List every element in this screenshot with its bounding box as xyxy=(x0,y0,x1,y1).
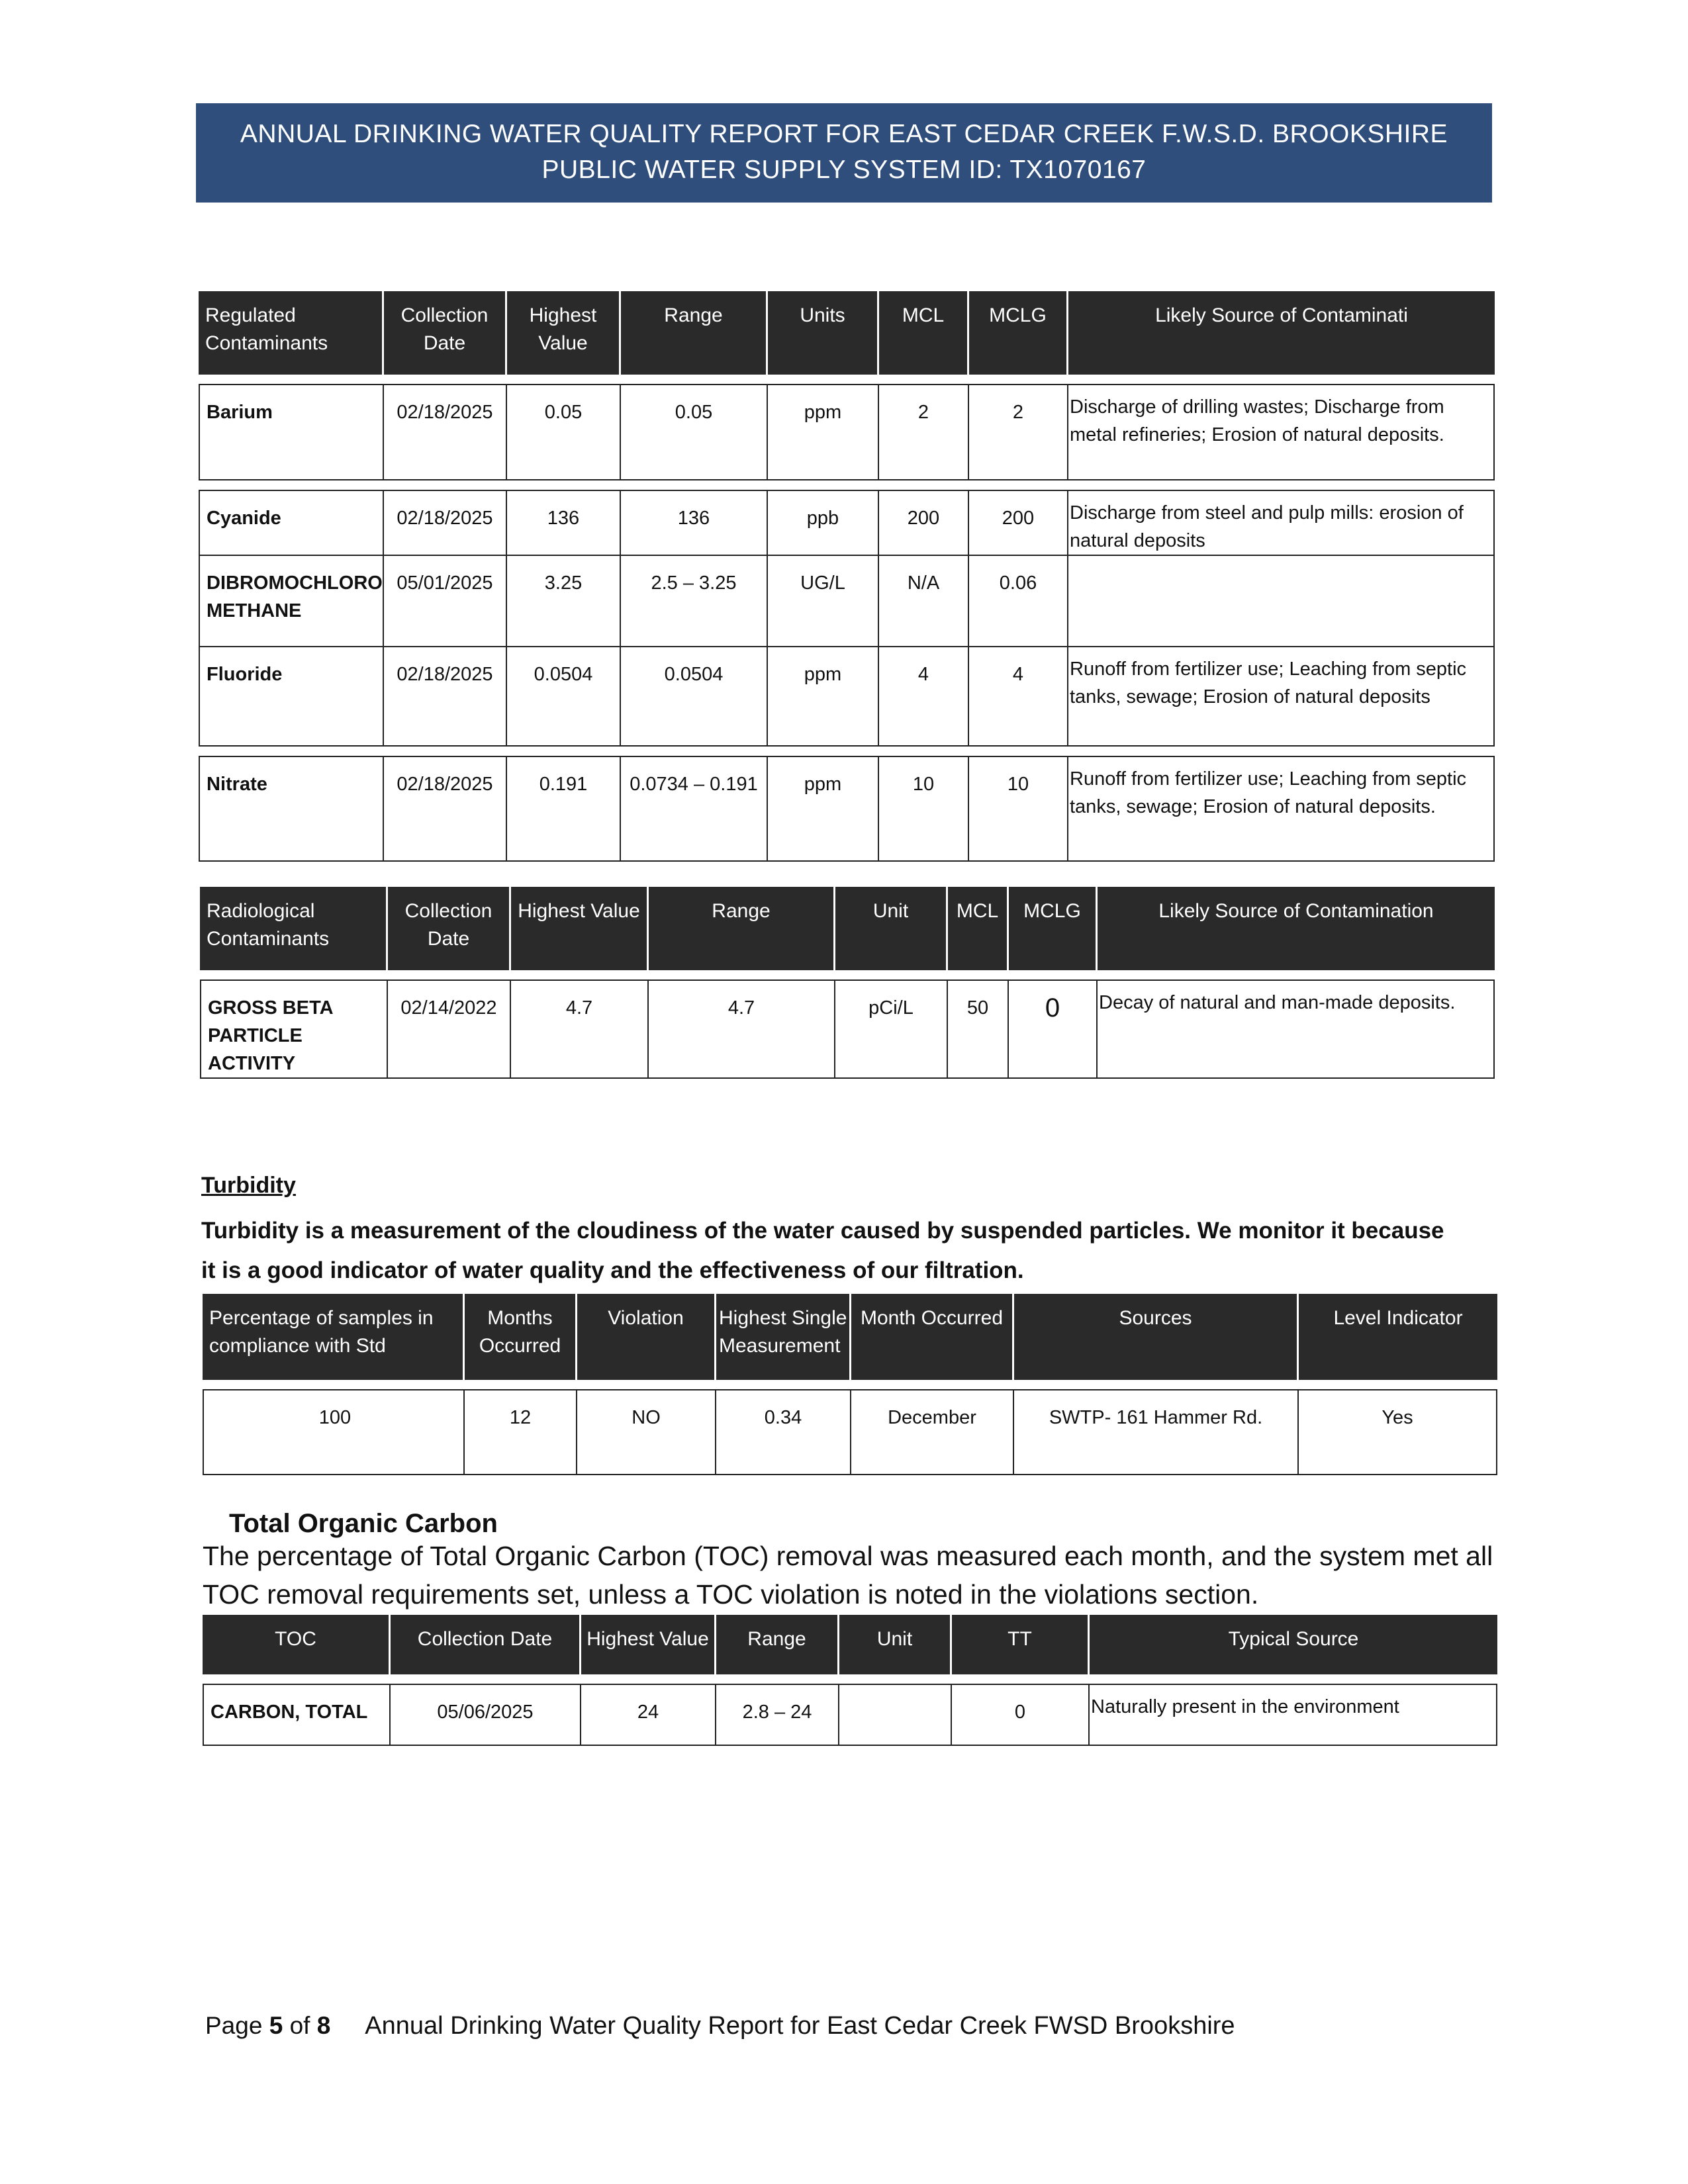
collection-date: 02/18/2025 xyxy=(384,490,507,556)
page-word: Page xyxy=(205,2012,263,2039)
likely-source: Runoff from fertilizer use; Leaching from septic tanks, sewage; Erosion of natural deposits xyxy=(1068,647,1495,747)
toc-description: The percentage of Total Organic Carbon (TOC) removal was measured each month, and the system met all TOC removal requirements set, unless a TOC violation is noted in the violations section. xyxy=(203,1541,1493,1610)
col-header-mclg: MCLG xyxy=(1009,887,1098,970)
col-header-months: Months Occurred xyxy=(465,1294,577,1380)
col-header-collection-date: Collection Date xyxy=(391,1615,581,1674)
tt: 0 xyxy=(952,1684,1090,1746)
col-header-tt: TT xyxy=(952,1615,1090,1674)
col-header-toc: TOC xyxy=(203,1615,391,1674)
contaminant-name: Fluoride xyxy=(199,647,384,747)
col-header-violation: Violation xyxy=(577,1294,716,1380)
table-row xyxy=(199,556,1495,647)
mcl: 2 xyxy=(879,384,969,480)
highest-single-measurement: 0.34 xyxy=(716,1389,851,1475)
col-header-mclg: MCLG xyxy=(969,291,1068,375)
violation: NO xyxy=(577,1389,716,1475)
col-header-highest-single: Highest Single Measurement xyxy=(716,1294,851,1380)
range: 0.0504 xyxy=(621,647,768,747)
col-header-contaminant: Radiological Contaminants xyxy=(200,887,388,970)
col-header-likely-source: Likely Source of Contaminati xyxy=(1068,291,1495,375)
collection-date: 05/01/2025 xyxy=(384,556,507,647)
col-header-units: Units xyxy=(768,291,879,375)
mclg: 2 xyxy=(969,384,1068,480)
mcl: 200 xyxy=(879,490,969,556)
collection-date: 02/18/2025 xyxy=(384,756,507,862)
range: 4.7 xyxy=(649,979,835,1079)
table-row xyxy=(199,490,1495,556)
percentage: 100 xyxy=(203,1389,465,1475)
units: ppm xyxy=(768,756,879,862)
footer-title: Annual Drinking Water Quality Report for East Cedar Creek FWSD Brookshire xyxy=(365,2012,1235,2040)
units: ppm xyxy=(768,647,879,747)
col-header-percentage: Percentage of samples in compliance with Std xyxy=(203,1294,465,1380)
range: 2.8 – 24 xyxy=(716,1684,839,1746)
likely-source: Discharge from steel and pulp mills: erosion of natural deposits xyxy=(1068,490,1495,556)
highest-value: 24 xyxy=(581,1684,716,1746)
units: UG/L xyxy=(768,556,879,647)
col-header-highest-value: Highest Value xyxy=(507,291,621,375)
turbidity-table xyxy=(203,1294,1497,1475)
month-occurred: December xyxy=(851,1389,1014,1475)
mcl: N/A xyxy=(879,556,969,647)
col-header-unit: Unit xyxy=(835,887,948,970)
col-header-likely-source: Likely Source of Contamination xyxy=(1098,887,1495,970)
highest-value: 0.0504 xyxy=(507,647,621,747)
highest-value: 4.7 xyxy=(511,979,649,1079)
units: ppb xyxy=(768,490,879,556)
highest-value: 0.191 xyxy=(507,756,621,862)
col-header-unit: Unit xyxy=(839,1615,952,1674)
col-header-range: Range xyxy=(649,887,835,970)
range: 136 xyxy=(621,490,768,556)
contaminant-name: GROSS BETA PARTICLE ACTIVITY xyxy=(200,979,388,1079)
report-header-banner xyxy=(196,103,1492,203)
mcl: 4 xyxy=(879,647,969,747)
col-header-month-occurred: Month Occurred xyxy=(851,1294,1014,1380)
collection-date: 02/18/2025 xyxy=(384,384,507,480)
collection-date: 02/14/2022 xyxy=(388,979,511,1079)
page-total: 8 xyxy=(316,2012,331,2039)
page-number xyxy=(205,2012,330,2040)
mclg: 4 xyxy=(969,647,1068,747)
page-footer xyxy=(205,2012,1235,2040)
highest-value: 136 xyxy=(507,490,621,556)
units: ppm xyxy=(768,384,879,480)
table-row xyxy=(199,384,1495,480)
col-header-sources: Sources xyxy=(1014,1294,1299,1380)
mcl: 10 xyxy=(879,756,969,862)
highest-value: 3.25 xyxy=(507,556,621,647)
range: 0.0734 – 0.191 xyxy=(621,756,768,862)
highest-value: 0.05 xyxy=(507,384,621,480)
unit: pCi/L xyxy=(835,979,948,1079)
likely-source: Discharge of drilling wastes; Discharge from metal refineries; Erosion of natural deposits. xyxy=(1068,384,1495,480)
col-header-collection-date: Collection Date xyxy=(388,887,511,970)
unit xyxy=(839,1684,952,1746)
col-header-contaminant: Regulated Contaminants xyxy=(199,291,384,375)
col-header-mcl: MCL xyxy=(948,887,1009,970)
months-occurred: 12 xyxy=(465,1389,577,1475)
col-header-range: Range xyxy=(716,1615,839,1674)
turbidity-description: Turbidity is a measurement of the cloudiness of the water caused by suspended particles. We monitor it because it is a good indicator of water quality and the effectiveness of our filtration. xyxy=(201,1218,1444,1283)
range: 0.05 xyxy=(621,384,768,480)
typical-source: Naturally present in the environment xyxy=(1090,1684,1497,1746)
collection-date: 02/18/2025 xyxy=(384,647,507,747)
report-title: ANNUAL DRINKING WATER QUALITY REPORT FOR EAST CEDAR CREEK F.W.S.D. BROOKSHIRE xyxy=(240,120,1448,148)
table-row xyxy=(200,979,1495,1079)
radiological-contaminants-table xyxy=(200,887,1495,1079)
contaminant-name: Cyanide xyxy=(199,490,384,556)
mcl: 50 xyxy=(948,979,1009,1079)
table-row xyxy=(203,1389,1497,1475)
contaminant-name: Nitrate xyxy=(199,756,384,862)
regulated-contaminants-table xyxy=(199,291,1495,862)
likely-source: Runoff from fertilizer use; Leaching from septic tanks, sewage; Erosion of natural deposits. xyxy=(1068,756,1495,862)
toc-table xyxy=(203,1615,1497,1746)
mclg: 200 xyxy=(969,490,1068,556)
toc-title: Total Organic Carbon xyxy=(229,1509,498,1538)
col-header-level-indicator: Level Indicator xyxy=(1299,1294,1497,1380)
mclg: 0 xyxy=(1009,979,1098,1079)
mclg: 10 xyxy=(969,756,1068,862)
col-header-collection-date: Collection Date xyxy=(384,291,507,375)
page-current: 5 xyxy=(269,2012,283,2039)
turbidity-title: Turbidity xyxy=(201,1173,296,1198)
mclg: 0.06 xyxy=(969,556,1068,647)
likely-source xyxy=(1068,556,1495,647)
table-row xyxy=(199,647,1495,747)
col-header-typical-source: Typical Source xyxy=(1090,1615,1497,1674)
col-header-range: Range xyxy=(621,291,768,375)
col-header-highest-value: Highest Value xyxy=(581,1615,716,1674)
contaminant-name: Barium xyxy=(199,384,384,480)
table-row xyxy=(203,1684,1497,1746)
contaminant-name: DIBROMOCHLORO METHANE xyxy=(199,556,384,647)
sources: SWTP- 161 Hammer Rd. xyxy=(1014,1389,1299,1475)
of-word: of xyxy=(289,2012,310,2039)
likely-source: Decay of natural and man-made deposits. xyxy=(1098,979,1495,1079)
system-id: PUBLIC WATER SUPPLY SYSTEM ID: TX1070167 xyxy=(541,156,1147,184)
col-header-highest-value: Highest Value xyxy=(511,887,649,970)
table-row xyxy=(199,756,1495,862)
level-indicator: Yes xyxy=(1299,1389,1497,1475)
toc-name: CARBON, TOTAL xyxy=(203,1684,391,1746)
col-header-mcl: MCL xyxy=(879,291,969,375)
collection-date: 05/06/2025 xyxy=(391,1684,581,1746)
range: 2.5 – 3.25 xyxy=(621,556,768,647)
